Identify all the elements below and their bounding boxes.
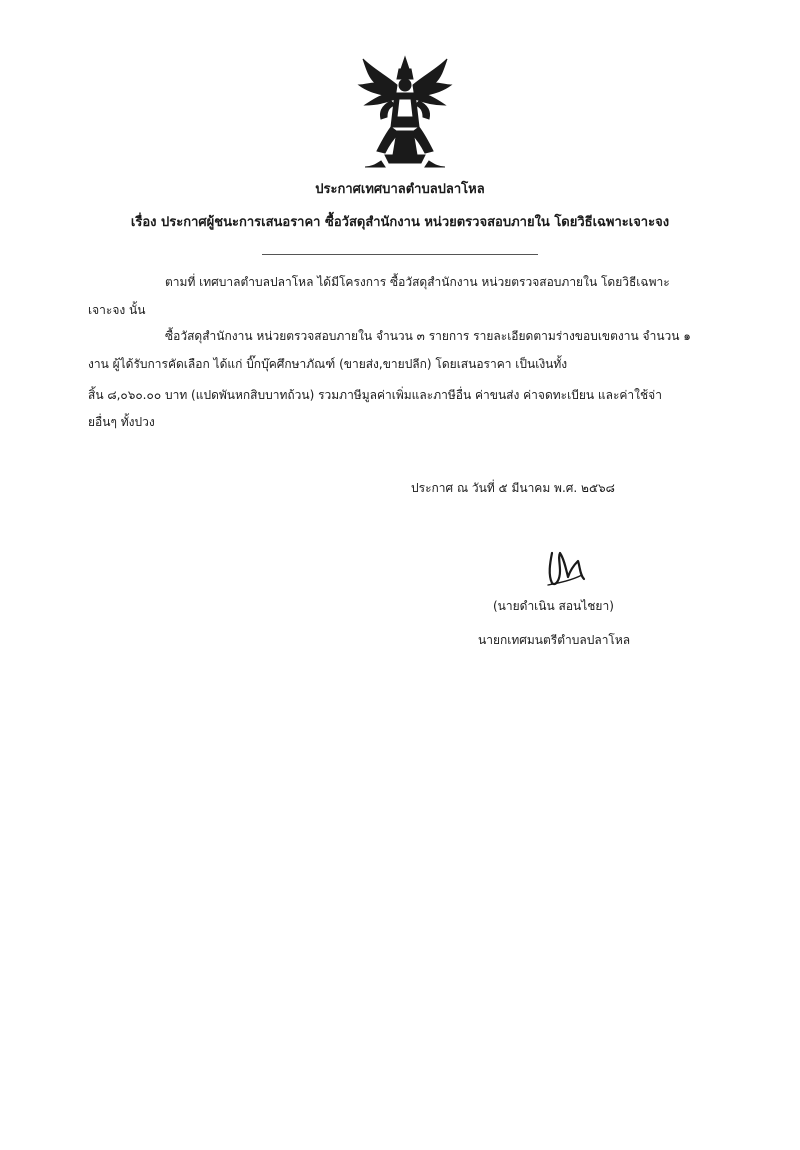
signer-position: นายกเทศมนตรีตำบลปลาโหล [478,633,631,647]
body-line: งาน ผู้ได้รับการคัดเลือก ได้แก่ บิ๊กบุ๊คศึกษาภัณฑ์ (ขายส่ง,ขายปลีก) โดยเสนอราคา เป็นเงินทั้ง [88,357,568,371]
body-line: ซื้อวัสดุสำนักงาน หน่วยตรวจสอบภายใน จำนวน ๓ รายการ รายละเอียดตามร่างขอบเขตงาน จำนวน ๑ [165,329,691,343]
signer-name: (นายดำเนิน สอนไชยา) [493,599,614,613]
title-divider [262,254,538,255]
body-line: สิ้น ๘,๐๖๐.๐๐ บาท (แปดพันหกสิบบาทถ้วน) รวมภาษีมูลค่าเพิ่มและภาษีอื่น ค่าขนส่ง ค่าจดทะเบียน และค่าใช้จ่า [88,388,662,402]
document-subject: เรื่อง ประกาศผู้ชนะการเสนอราคา ซื้อวัสดุสำนักงาน หน่วยตรวจสอบภายใน โดยวิธีเฉพาะเจาะจง [130,215,670,230]
garuda-emblem-icon [355,55,455,170]
announcement-date: ประกาศ ณ วันที่ ๕ มีนาคม พ.ศ. ๒๕๖๘ [411,481,615,495]
document-title: ประกาศเทศบาลตำบลปลาโหล [315,182,485,197]
body-line: เจาะจง นั้น [88,303,146,317]
body-line: ตามที่ เทศบาลตำบลปลาโหล ได้มีโครงการ ซื้อวัสดุสำนักงาน หน่วยตรวจสอบภายใน โดยวิธีเฉพาะ [165,275,670,289]
handwritten-signature-icon [538,545,588,590]
body-line: ยอื่นๆ ทั้งปวง [88,415,155,429]
